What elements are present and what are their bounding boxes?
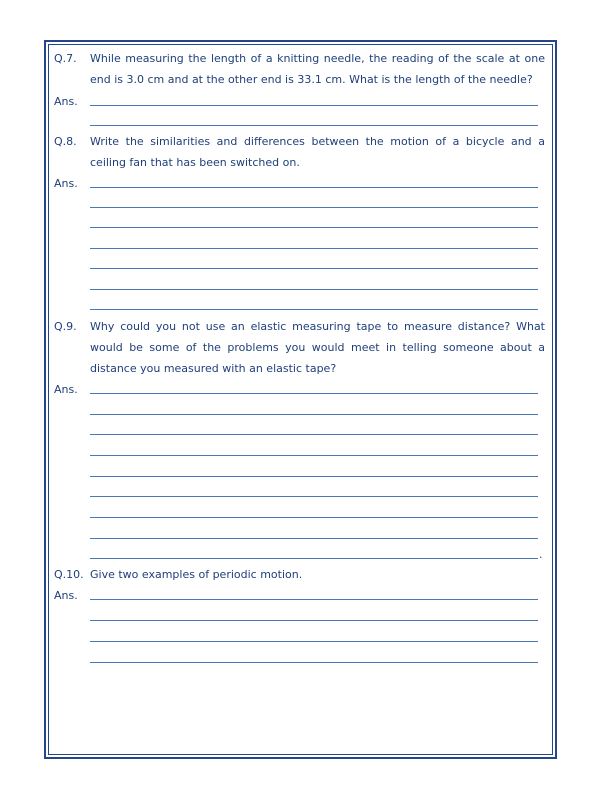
answer-line — [90, 558, 538, 559]
answer-line — [90, 268, 538, 269]
question-text: Write the similarities and differences between the motion of a bicycle and a ceiling fan that has been switched on. — [90, 135, 545, 169]
answer-line — [90, 620, 538, 621]
answer-line — [90, 289, 538, 290]
trailing-mark: . — [539, 548, 543, 561]
question-number: Q.7. — [54, 52, 77, 65]
answer-line — [90, 393, 538, 394]
answer-line — [90, 496, 538, 497]
answer-line — [90, 105, 538, 106]
answer-line — [90, 662, 538, 663]
answer-line — [90, 476, 538, 477]
answer-line — [90, 227, 538, 228]
answer-line — [90, 125, 538, 126]
answer-line — [90, 187, 538, 188]
question-number: Q.9. — [54, 320, 77, 333]
answer-line — [90, 538, 538, 539]
question-text: While measuring the length of a knitting needle, the reading of the scale at one end is 3.0 cm and at the other end is 33.1 cm. What is the length of the needle? — [90, 52, 545, 86]
answer-line — [90, 434, 538, 435]
answer-line — [90, 309, 538, 310]
question-number: Q.10. — [54, 568, 84, 581]
answer-label: Ans. — [54, 383, 78, 396]
answer-line — [90, 248, 538, 249]
question-text: Give two examples of periodic motion. — [90, 568, 303, 581]
question-text: Why could you not use an elastic measuring tape to measure distance? What would be some of the problems you would meet in telling someone about a distance you measured with an elastic tape? — [90, 320, 545, 375]
question-number: Q.8. — [54, 135, 77, 148]
answer-line — [90, 455, 538, 456]
answer-label: Ans. — [54, 95, 78, 108]
answer-line — [90, 599, 538, 600]
answer-line — [90, 207, 538, 208]
answer-line — [90, 641, 538, 642]
answer-line — [90, 517, 538, 518]
answer-label: Ans. — [54, 177, 78, 190]
answer-label: Ans. — [54, 589, 78, 602]
answer-line — [90, 414, 538, 415]
